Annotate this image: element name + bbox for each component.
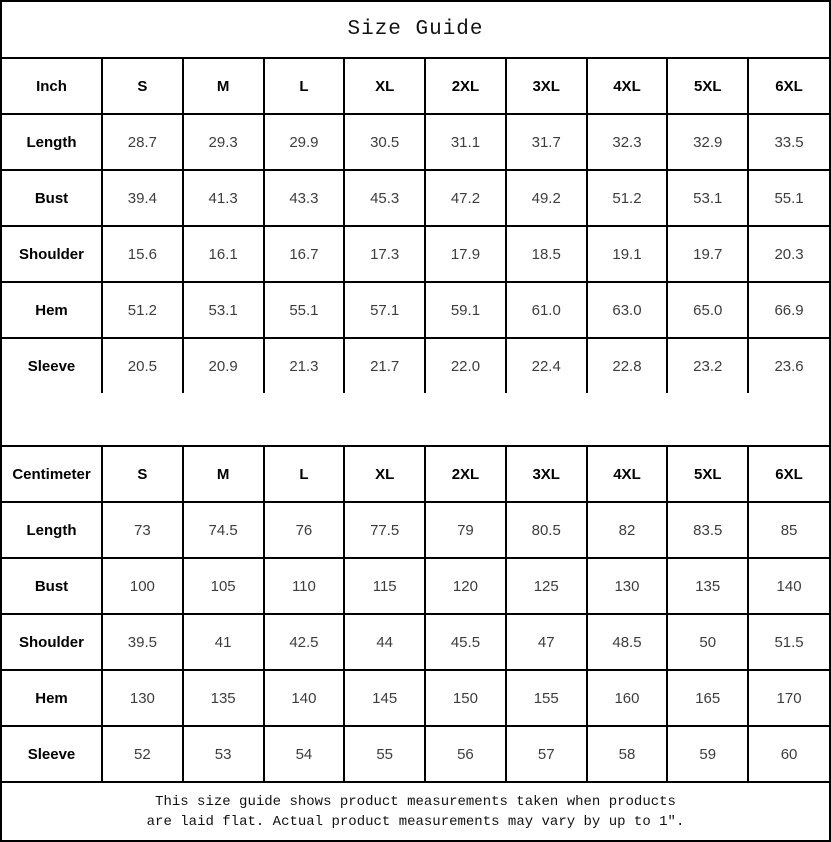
size-column-header: 2XL [425, 59, 506, 114]
measurement-value: 115 [344, 558, 425, 614]
size-column-header: 6XL [748, 447, 829, 502]
centimeter-size-table [2, 447, 829, 781]
measurement-value: 20.3 [748, 226, 829, 282]
measurement-value: 42.5 [264, 614, 345, 670]
measurement-value: 39.5 [102, 614, 183, 670]
measurement-value: 150 [425, 670, 506, 726]
size-column-header: 2XL [425, 447, 506, 502]
size-column-header: M [183, 447, 264, 502]
measurement-value: 39.4 [102, 170, 183, 226]
measurement-value: 140 [748, 558, 829, 614]
measurement-value: 31.1 [425, 114, 506, 170]
measurement-value: 160 [587, 670, 668, 726]
measurement-value: 74.5 [183, 502, 264, 558]
table-gap [2, 393, 829, 447]
measurement-label: Length [2, 114, 102, 170]
footer-note-line-1: This size guide shows product measurements taken when products [155, 793, 676, 810]
size-column-header: 6XL [748, 59, 829, 114]
measurement-value: 17.9 [425, 226, 506, 282]
page-title: Size Guide [2, 2, 829, 59]
measurement-row [2, 170, 829, 226]
unit-header-inch: Inch [2, 59, 102, 114]
measurement-value: 52 [102, 726, 183, 781]
size-column-header: S [102, 59, 183, 114]
measurement-value: 55 [344, 726, 425, 781]
measurement-value: 155 [506, 670, 587, 726]
measurement-value: 21.3 [264, 338, 345, 393]
measurement-row [2, 338, 829, 393]
measurement-label: Hem [2, 282, 102, 338]
measurement-value: 22.4 [506, 338, 587, 393]
size-column-header: 5XL [667, 447, 748, 502]
measurement-value: 165 [667, 670, 748, 726]
measurement-value: 29.9 [264, 114, 345, 170]
size-header-row [2, 59, 829, 114]
measurement-value: 33.5 [748, 114, 829, 170]
measurement-value: 63.0 [587, 282, 668, 338]
measurement-value: 105 [183, 558, 264, 614]
measurement-value: 85 [748, 502, 829, 558]
measurement-value: 44 [344, 614, 425, 670]
measurement-value: 100 [102, 558, 183, 614]
footer-note-line-2: are laid flat. Actual product measurements may vary by up to 1″. [146, 813, 685, 830]
measurement-value: 60 [748, 726, 829, 781]
measurement-value: 19.1 [587, 226, 668, 282]
inch-size-table [2, 59, 829, 393]
measurement-value: 29.3 [183, 114, 264, 170]
measurement-value: 32.3 [587, 114, 668, 170]
measurement-value: 17.3 [344, 226, 425, 282]
measurement-value: 59 [667, 726, 748, 781]
measurement-value: 76 [264, 502, 345, 558]
measurement-value: 56 [425, 726, 506, 781]
measurement-value: 51.2 [587, 170, 668, 226]
measurement-value: 18.5 [506, 226, 587, 282]
measurement-value: 51.5 [748, 614, 829, 670]
size-column-header: 5XL [667, 59, 748, 114]
measurement-label: Sleeve [2, 726, 102, 781]
size-column-header: 3XL [506, 59, 587, 114]
measurement-value: 48.5 [587, 614, 668, 670]
measurement-value: 22.8 [587, 338, 668, 393]
measurement-value: 23.2 [667, 338, 748, 393]
measurement-value: 82 [587, 502, 668, 558]
size-column-header: 4XL [587, 59, 668, 114]
unit-header-centimeter: Centimeter [2, 447, 102, 502]
footer-note [2, 781, 829, 840]
measurement-value: 41 [183, 614, 264, 670]
measurement-label: Bust [2, 170, 102, 226]
measurement-value: 57.1 [344, 282, 425, 338]
measurement-value: 53.1 [667, 170, 748, 226]
measurement-value: 45.5 [425, 614, 506, 670]
measurement-row [2, 226, 829, 282]
measurement-value: 140 [264, 670, 345, 726]
measurement-value: 57 [506, 726, 587, 781]
size-column-header: 4XL [587, 447, 668, 502]
measurement-label: Length [2, 502, 102, 558]
measurement-label: Sleeve [2, 338, 102, 393]
measurement-value: 23.6 [748, 338, 829, 393]
measurement-value: 51.2 [102, 282, 183, 338]
measurement-value: 28.7 [102, 114, 183, 170]
measurement-value: 31.7 [506, 114, 587, 170]
measurement-value: 50 [667, 614, 748, 670]
size-column-header: L [264, 447, 345, 502]
measurement-value: 120 [425, 558, 506, 614]
measurement-value: 125 [506, 558, 587, 614]
measurement-value: 130 [102, 670, 183, 726]
measurement-row [2, 502, 829, 558]
measurement-value: 16.7 [264, 226, 345, 282]
measurement-value: 53.1 [183, 282, 264, 338]
measurement-value: 135 [183, 670, 264, 726]
measurement-value: 53 [183, 726, 264, 781]
measurement-value: 83.5 [667, 502, 748, 558]
measurement-value: 21.7 [344, 338, 425, 393]
measurement-value: 170 [748, 670, 829, 726]
measurement-value: 130 [587, 558, 668, 614]
measurement-value: 77.5 [344, 502, 425, 558]
measurement-value: 15.6 [102, 226, 183, 282]
measurement-value: 145 [344, 670, 425, 726]
size-column-header: XL [344, 447, 425, 502]
measurement-value: 49.2 [506, 170, 587, 226]
measurement-value: 20.9 [183, 338, 264, 393]
measurement-value: 66.9 [748, 282, 829, 338]
measurement-label: Shoulder [2, 614, 102, 670]
measurement-value: 54 [264, 726, 345, 781]
measurement-value: 65.0 [667, 282, 748, 338]
measurement-row [2, 558, 829, 614]
measurement-value: 41.3 [183, 170, 264, 226]
measurement-value: 61.0 [506, 282, 587, 338]
measurement-row [2, 670, 829, 726]
measurement-value: 43.3 [264, 170, 345, 226]
measurement-label: Shoulder [2, 226, 102, 282]
measurement-value: 55.1 [748, 170, 829, 226]
measurement-value: 79 [425, 502, 506, 558]
size-column-header: M [183, 59, 264, 114]
size-column-header: S [102, 447, 183, 502]
size-column-header: 3XL [506, 447, 587, 502]
measurement-value: 59.1 [425, 282, 506, 338]
measurement-value: 20.5 [102, 338, 183, 393]
measurement-value: 30.5 [344, 114, 425, 170]
measurement-value: 135 [667, 558, 748, 614]
measurement-value: 16.1 [183, 226, 264, 282]
measurement-value: 47 [506, 614, 587, 670]
measurement-value: 55.1 [264, 282, 345, 338]
measurement-row [2, 114, 829, 170]
measurement-label: Hem [2, 670, 102, 726]
measurement-row [2, 726, 829, 781]
measurement-value: 73 [102, 502, 183, 558]
measurement-value: 80.5 [506, 502, 587, 558]
measurement-value: 58 [587, 726, 668, 781]
measurement-row [2, 614, 829, 670]
measurement-value: 32.9 [667, 114, 748, 170]
measurement-value: 47.2 [425, 170, 506, 226]
measurement-value: 19.7 [667, 226, 748, 282]
measurement-value: 110 [264, 558, 345, 614]
size-header-row [2, 447, 829, 502]
size-column-header: L [264, 59, 345, 114]
measurement-row [2, 282, 829, 338]
measurement-value: 45.3 [344, 170, 425, 226]
measurement-label: Bust [2, 558, 102, 614]
size-column-header: XL [344, 59, 425, 114]
measurement-value: 22.0 [425, 338, 506, 393]
